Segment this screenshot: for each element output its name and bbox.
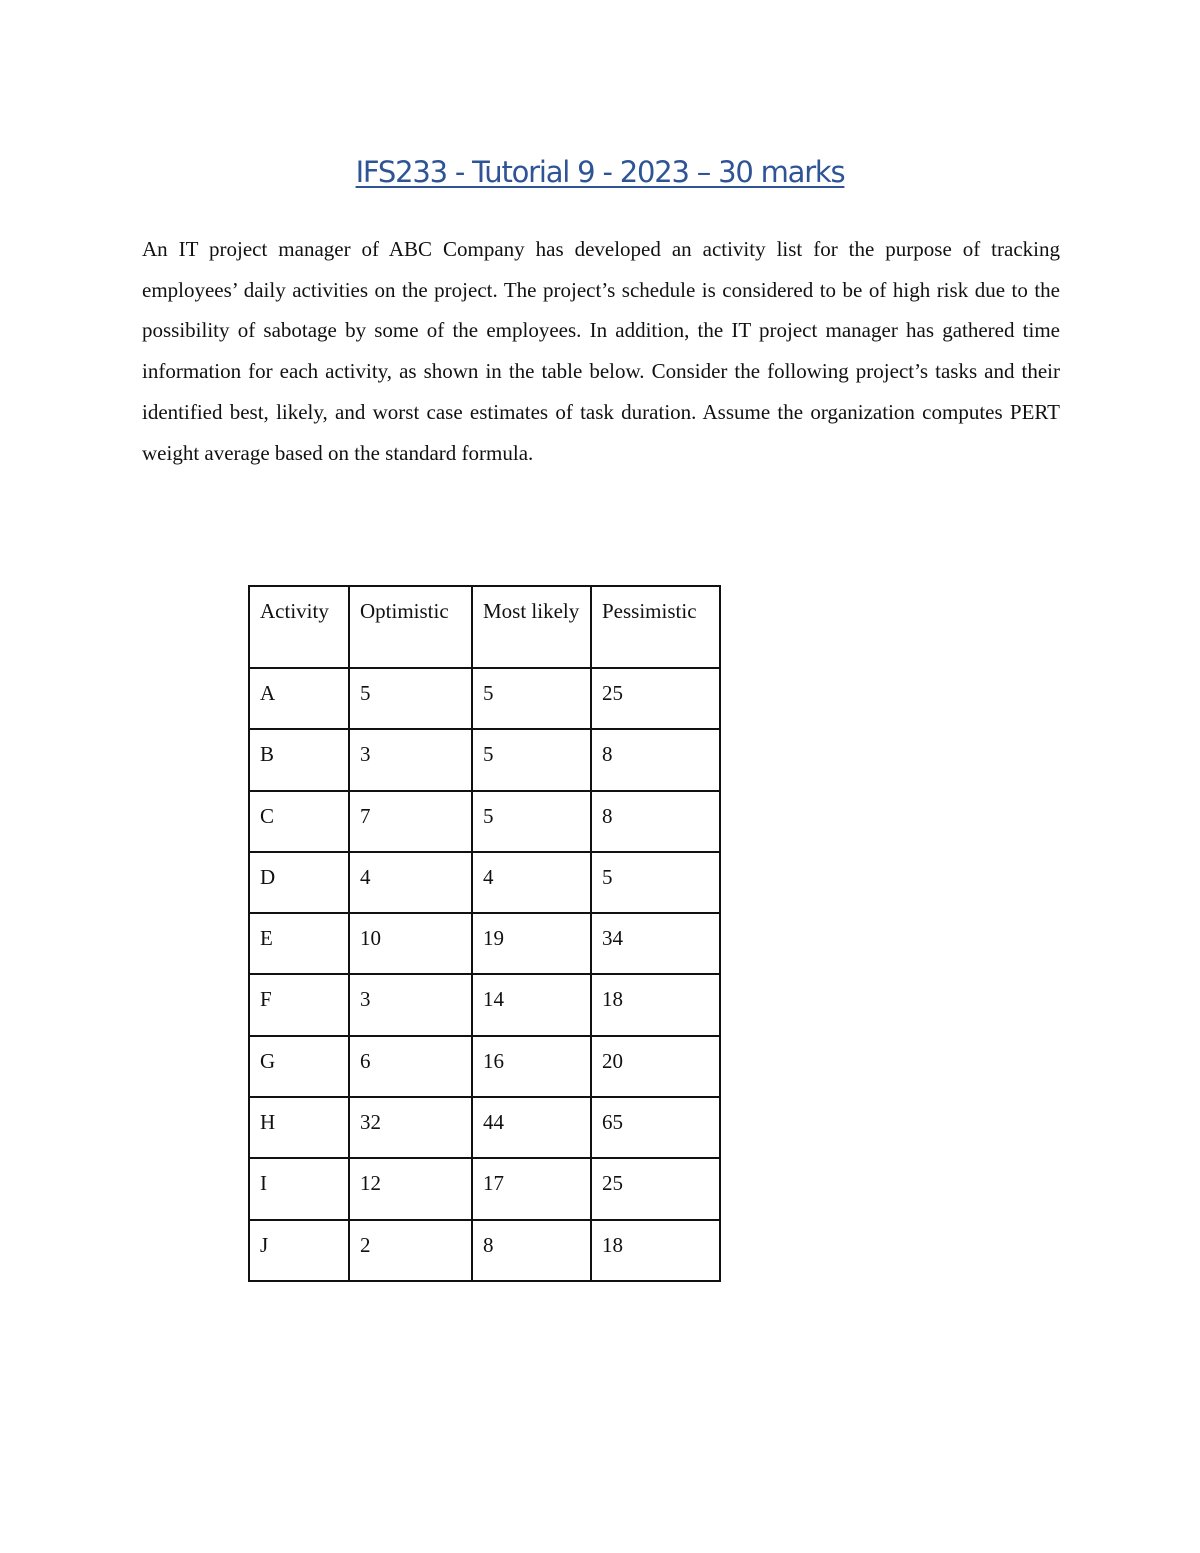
cell-optimistic: 4 [349,852,472,913]
cell-most-likely: 8 [472,1220,591,1281]
cell-most-likely: 5 [472,791,591,852]
header-pessimistic: Pessimistic [591,586,720,668]
document-title: IFS233 - Tutorial 9 - 2023 – 30 marks [355,155,845,189]
table-row [249,1220,720,1281]
cell-most-likely: 16 [472,1036,591,1097]
cell-activity: F [249,974,349,1035]
cell-pessimistic: 18 [591,1220,720,1281]
activity-estimates-table [248,585,721,1282]
cell-optimistic: 32 [349,1097,472,1158]
cell-pessimistic: 5 [591,852,720,913]
table-header-row [249,586,720,668]
header-activity: Activity [249,586,349,668]
cell-activity: A [249,668,349,729]
header-most-likely: Most likely [472,586,591,668]
cell-most-likely: 4 [472,852,591,913]
cell-pessimistic: 34 [591,913,720,974]
cell-pessimistic: 18 [591,974,720,1035]
cell-optimistic: 10 [349,913,472,974]
table-row [249,1036,720,1097]
cell-most-likely: 5 [472,729,591,790]
cell-pessimistic: 25 [591,668,720,729]
cell-activity: E [249,913,349,974]
table-row [249,974,720,1035]
table-row [249,913,720,974]
table-row [249,668,720,729]
cell-most-likely: 44 [472,1097,591,1158]
table-row [249,791,720,852]
cell-pessimistic: 8 [591,791,720,852]
cell-optimistic: 6 [349,1036,472,1097]
cell-optimistic: 12 [349,1158,472,1219]
cell-optimistic: 2 [349,1220,472,1281]
cell-activity: J [249,1220,349,1281]
problem-paragraph: An IT project manager of ABC Company has developed an activity list for the purpose of tracking employees’ daily activities on the project. The project’s schedule is considered to be of high risk due to the possibility of sabotage by some of the employees. In addition, the IT project manager has gathered time information for each activity, as shown in the table below. Consider the following project’s tasks and their identified best, likely, and worst case estimates of task duration. Assume the organization computes PERT weight average based on the standard formula. [142,237,1060,465]
cell-optimistic: 7 [349,791,472,852]
cell-activity: H [249,1097,349,1158]
header-optimistic: Optimistic [349,586,472,668]
cell-activity: C [249,791,349,852]
cell-optimistic: 3 [349,974,472,1035]
cell-most-likely: 14 [472,974,591,1035]
cell-activity: D [249,852,349,913]
table-row [249,1097,720,1158]
cell-activity: G [249,1036,349,1097]
cell-pessimistic: 25 [591,1158,720,1219]
cell-pessimistic: 8 [591,729,720,790]
table-row [249,852,720,913]
table-row [249,1158,720,1219]
cell-optimistic: 5 [349,668,472,729]
table-row [249,729,720,790]
cell-activity: B [249,729,349,790]
cell-optimistic: 3 [349,729,472,790]
cell-activity: I [249,1158,349,1219]
cell-most-likely: 19 [472,913,591,974]
cell-pessimistic: 65 [591,1097,720,1158]
cell-pessimistic: 20 [591,1036,720,1097]
cell-most-likely: 17 [472,1158,591,1219]
cell-most-likely: 5 [472,668,591,729]
